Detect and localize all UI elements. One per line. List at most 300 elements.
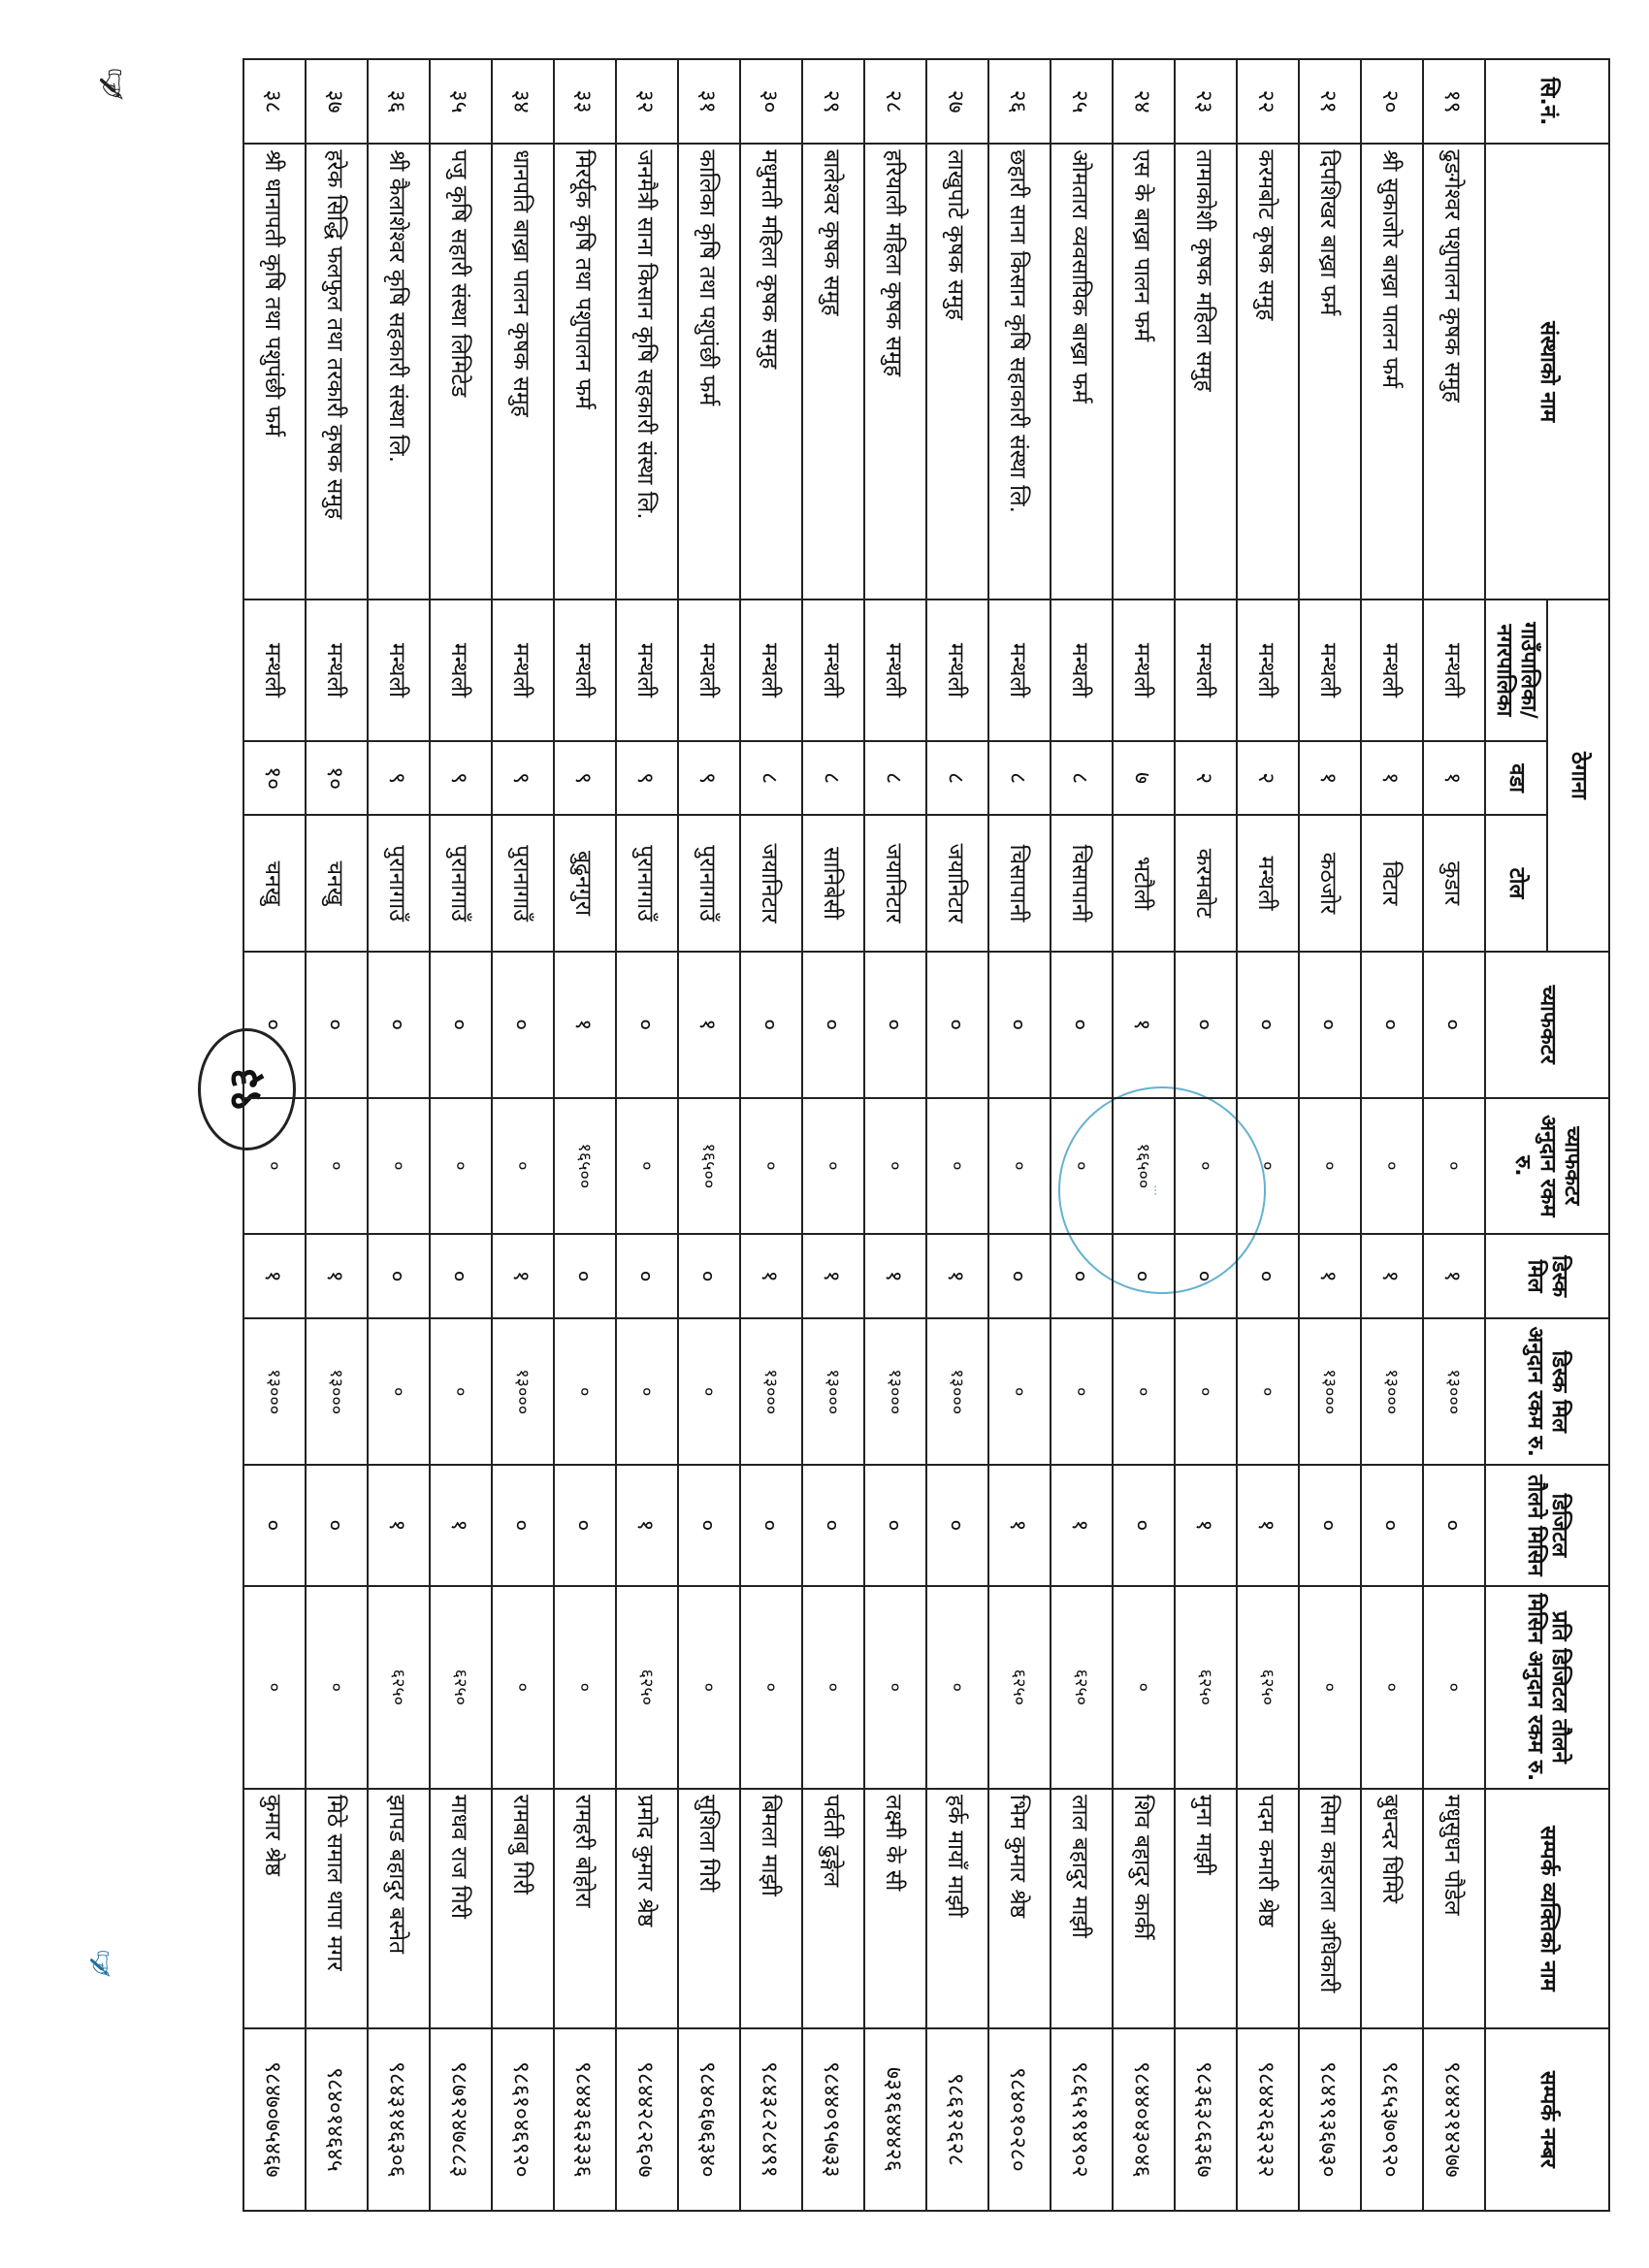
header-tole: टोल (1485, 815, 1547, 951)
table-row (1423, 59, 1485, 2211)
header-ward: वडा (1485, 741, 1547, 816)
cell-chaffcutter: ० (616, 952, 678, 1098)
cell-org-name: छहारी साना किसान कृषि सहाकारी संस्था लि. (988, 144, 1051, 599)
table-body (243, 59, 1485, 2211)
cell-disc-mill: ० (988, 1234, 1051, 1318)
cell-digital-scale: १ (1237, 1465, 1299, 1585)
cell-disc-mill-grant: १३००० (243, 1318, 306, 1465)
cell-disc-mill-grant: ० (1113, 1318, 1175, 1465)
cell-disc-mill-grant: १३००० (926, 1318, 988, 1465)
cell-digital-scale-grant: ० (492, 1586, 554, 1789)
cell-sn: २२ (1237, 59, 1299, 144)
cell-contact-person: लक्ष्मी के सी (864, 1789, 926, 2028)
cell-org-name: कालिका कृषि तथा पशुपंछी फर्म (678, 144, 740, 599)
cell-sn: ३५ (430, 59, 492, 144)
cell-chaffcutter-grant: ० (243, 1098, 306, 1234)
cell-contact-number: ९८६५१९४९०२ (1051, 2028, 1113, 2211)
table-row (1175, 59, 1237, 2211)
signature-left-icon: ✍ (91, 68, 136, 101)
cell-chaffcutter: १ (1113, 952, 1175, 1098)
header-municipality: गाउँपालिका/नगरपालिका (1485, 599, 1547, 741)
cell-disc-mill: ० (616, 1234, 678, 1318)
table-row (740, 59, 802, 2211)
cell-contact-person: प्रमोद कुमार श्रेष्ठ (616, 1789, 678, 2028)
cell-sn: २३ (1175, 59, 1237, 144)
cell-chaffcutter: ० (492, 952, 554, 1098)
cell-contact-number: ९८४१९३६७३० (1299, 2028, 1361, 2211)
cell-disc-mill-grant: १३००० (864, 1318, 926, 1465)
table-row (1113, 59, 1175, 2211)
cell-tole: सानिबेसी (802, 815, 864, 951)
cell-digital-scale-grant: ० (1423, 1586, 1485, 1789)
cell-sn: २६ (988, 59, 1051, 144)
cell-chaffcutter-grant: ० (802, 1098, 864, 1234)
cell-contact-number: ९८४४२६३२३२ (1237, 2028, 1299, 2211)
table-header (1485, 59, 1609, 2211)
cell-disc-mill-grant: १३००० (1423, 1318, 1485, 1465)
cell-sn: ३० (740, 59, 802, 144)
cell-disc-mill-grant: ० (1237, 1318, 1299, 1465)
cell-contact-number: ९८४३१४६३०६ (368, 2028, 430, 2211)
header-address: ठेगाना (1547, 599, 1609, 952)
table-row (243, 59, 306, 2211)
cell-digital-scale: ० (1113, 1465, 1175, 1585)
cell-ward: ८ (988, 741, 1051, 816)
cell-disc-mill: १ (864, 1234, 926, 1318)
cell-chaffcutter: ० (1237, 952, 1299, 1098)
cell-digital-scale-grant: ० (1361, 1586, 1423, 1789)
cell-digital-scale-grant: ६२५० (1175, 1586, 1237, 1789)
cell-tole: चिसापानी (988, 815, 1051, 951)
cell-sn: ३७ (306, 59, 368, 144)
cell-ward: ९ (678, 741, 740, 816)
cell-chaffcutter: ० (1361, 952, 1423, 1098)
cell-tole: भटौली (1113, 815, 1175, 951)
cell-municipality: मन्थली (988, 599, 1051, 741)
cell-ward: ८ (802, 741, 864, 816)
cell-org-name: हरियाली महिला कृषक समुह (864, 144, 926, 599)
cell-tole: चनखु (306, 815, 368, 951)
cell-disc-mill: १ (306, 1234, 368, 1318)
cell-municipality: मन्थली (1051, 599, 1113, 741)
cell-disc-mill: १ (802, 1234, 864, 1318)
cell-municipality: मन्थली (1361, 599, 1423, 741)
cell-ward: ९ (430, 741, 492, 816)
cell-ward: ८ (926, 741, 988, 816)
cell-org-name: एस के बाख्रा पालन फर्म (1113, 144, 1175, 599)
cell-municipality: मन्थली (1237, 599, 1299, 741)
cell-disc-mill: ० (1175, 1234, 1237, 1318)
cell-disc-mill: ० (554, 1234, 616, 1318)
cell-org-name: मधुमती महिला कृषक समुह (740, 144, 802, 599)
cell-disc-mill-grant: १३००० (1361, 1318, 1423, 1465)
cell-sn: १९ (1423, 59, 1485, 144)
cell-sn: २५ (1051, 59, 1113, 144)
table-row (988, 59, 1051, 2211)
cell-chaffcutter-grant: १६५०० (1113, 1098, 1175, 1234)
cell-sn: २७ (926, 59, 988, 144)
cell-chaffcutter-grant: ० (1175, 1098, 1237, 1234)
cell-municipality: मन्थली (430, 599, 492, 741)
cell-municipality: मन्थली (616, 599, 678, 741)
cell-chaffcutter-grant: ० (1051, 1098, 1113, 1234)
cell-digital-scale: ० (740, 1465, 802, 1585)
table-row (1361, 59, 1423, 2211)
cell-tole: विटार (1361, 815, 1423, 951)
cell-org-name: हरेक सिद्धि फलफुल तथा तरकारी कृषक समुह (306, 144, 368, 599)
cell-chaffcutter-grant: १६५०० (554, 1098, 616, 1234)
cell-digital-scale: १ (368, 1465, 430, 1585)
cell-sn: २४ (1113, 59, 1175, 144)
cell-disc-mill: १ (1423, 1234, 1485, 1318)
cell-municipality: मन्थली (554, 599, 616, 741)
cell-contact-person: झापड बहादुर बस्नेत (368, 1789, 430, 2028)
cell-chaffcutter-grant: ० (306, 1098, 368, 1234)
header-disc-mill-grant: डिस्क मिल अनुदान रकम रु. (1485, 1318, 1609, 1465)
cell-digital-scale: ० (1423, 1465, 1485, 1585)
table-row (926, 59, 988, 2211)
cell-ward: ९ (554, 741, 616, 816)
cell-sn: २८ (864, 59, 926, 144)
cell-digital-scale: ० (926, 1465, 988, 1585)
cell-digital-scale-grant: ० (678, 1586, 740, 1789)
cell-contact-number: ९८४०१०२८० (988, 2028, 1051, 2211)
cell-chaffcutter-grant: ० (368, 1098, 430, 1234)
cell-digital-scale: ० (1299, 1465, 1361, 1585)
cell-sn: २९ (802, 59, 864, 144)
cell-chaffcutter-grant: ० (988, 1098, 1051, 1234)
cell-contact-number: ९८४०१४६४५ (306, 2028, 368, 2211)
cell-chaffcutter-grant: ० (926, 1098, 988, 1234)
cell-org-name: धानपति बाख्रा पालन कृषक समुह (492, 144, 554, 599)
cell-chaffcutter: ० (926, 952, 988, 1098)
cell-digital-scale-grant: ६२५० (1051, 1586, 1113, 1789)
cell-contact-person: लाल बहादुर माझी (1051, 1789, 1113, 2028)
cell-contact-person: मिठे समाल थापा मगर (306, 1789, 368, 2028)
cell-digital-scale-grant: ० (864, 1586, 926, 1789)
cell-contact-person: पदम कमारी श्रेष्ठ (1237, 1789, 1299, 2028)
cell-chaffcutter-grant: ० (740, 1098, 802, 1234)
table-row (492, 59, 554, 2211)
cell-contact-person: भिम कुमार श्रेष्ठ (988, 1789, 1051, 2028)
cell-chaffcutter-grant: ० (492, 1098, 554, 1234)
cell-digital-scale: ० (864, 1465, 926, 1585)
cell-disc-mill-grant: ० (988, 1318, 1051, 1465)
cell-disc-mill: १ (1361, 1234, 1423, 1318)
cell-tole: पुरानागाउँ (430, 815, 492, 951)
cell-contact-number: ७३१६४४४२६ (864, 2028, 926, 2211)
cell-contact-person: माधव राज गिरी (430, 1789, 492, 2028)
cell-ward: ८ (740, 741, 802, 816)
cell-digital-scale: १ (430, 1465, 492, 1585)
cell-contact-person: शिव बहादुर कार्की (1113, 1789, 1175, 2028)
cell-ward: १ (1361, 741, 1423, 816)
cell-ward: २ (1237, 741, 1299, 816)
cell-disc-mill: ० (368, 1234, 430, 1318)
cell-org-name: लाखुपाटे कृषक समुह (926, 144, 988, 599)
cell-contact-person: सिमा काइराला अधिकारी (1299, 1789, 1361, 2028)
cell-disc-mill-grant: ० (678, 1318, 740, 1465)
cell-digital-scale: ० (1361, 1465, 1423, 1585)
cell-municipality: मन्थली (368, 599, 430, 741)
cell-municipality: मन्थली (926, 599, 988, 741)
cell-tole: पुरानागाउँ (616, 815, 678, 951)
cell-org-name: ओमतारा व्यवसायिक बाख्रा फर्म (1051, 144, 1113, 599)
cell-contact-person: मधुसुधन पौडेल (1423, 1789, 1485, 2028)
cell-digital-scale-grant: ० (740, 1586, 802, 1789)
cell-chaffcutter: १ (554, 952, 616, 1098)
cell-ward: १० (243, 741, 306, 816)
cell-disc-mill-grant: १३००० (802, 1318, 864, 1465)
cell-contact-person: रामबाबु गिरी (492, 1789, 554, 2028)
cell-disc-mill-grant: ० (554, 1318, 616, 1465)
cell-municipality: मन्थली (243, 599, 306, 741)
cell-digital-scale: ० (554, 1465, 616, 1585)
cell-sn: ३६ (368, 59, 430, 144)
cell-digital-scale-grant: ६२५० (368, 1586, 430, 1789)
header-contact-number: सम्पर्क नम्बर (1485, 2028, 1609, 2211)
cell-chaffcutter-grant: ० (616, 1098, 678, 1234)
table-row (554, 59, 616, 2211)
cell-ward: १० (306, 741, 368, 816)
cell-disc-mill-grant: १३००० (492, 1318, 554, 1465)
cell-contact-number: ९८४०६७६३४० (678, 2028, 740, 2211)
cell-digital-scale: ० (306, 1465, 368, 1585)
cell-disc-mill: ० (1051, 1234, 1113, 1318)
cell-digital-scale-grant: ६२५० (616, 1586, 678, 1789)
signature-right-icon: ✍ (82, 1950, 121, 1978)
grant-table (242, 58, 1610, 2212)
cell-municipality: मन्थली (740, 599, 802, 741)
header-chaffcutter-grant: च्याफकटर अनुदान रकम रु. (1485, 1098, 1609, 1234)
cell-disc-mill-grant: ० (368, 1318, 430, 1465)
cell-disc-mill-grant: १३००० (740, 1318, 802, 1465)
cell-contact-number: ९८७१२४७८८३ (430, 2028, 492, 2211)
header-digital-scale-grant: प्रति डिजिटल तौलने मिसिन अनुदान रकम रु. (1485, 1586, 1609, 1789)
table-row (864, 59, 926, 2211)
cell-municipality: मन्थली (678, 599, 740, 741)
cell-contact-number: ९८४३८२८४९१ (740, 2028, 802, 2211)
cell-digital-scale-grant: ० (1299, 1586, 1361, 1789)
cell-sn: ३१ (678, 59, 740, 144)
cell-chaffcutter: ० (1299, 952, 1361, 1098)
cell-contact-person: पर्वती ढुङ्गेल (802, 1789, 864, 2028)
cell-tole: करमबोट (1175, 815, 1237, 951)
cell-chaffcutter: ० (1051, 952, 1113, 1098)
cell-digital-scale-grant: ० (926, 1586, 988, 1789)
cell-contact-person: मुना माझी (1175, 1789, 1237, 2028)
header-chaffcutter: च्याफकटर (1485, 952, 1609, 1098)
table-row (306, 59, 368, 2211)
cell-sn: ३८ (243, 59, 306, 144)
cell-org-name: श्री कैलाशेश्वर कृषि सहकारी संस्था लि. (368, 144, 430, 599)
cell-tole: बुढुनगुरा (554, 815, 616, 951)
cell-digital-scale: ० (802, 1465, 864, 1585)
header-digital-scale: डिजिटल तौलने मिसिन (1485, 1465, 1609, 1585)
cell-digital-scale-grant: ० (554, 1586, 616, 1789)
cell-digital-scale-grant: ० (243, 1586, 306, 1789)
cell-contact-person: सुशिला गिरी (678, 1789, 740, 2028)
cell-chaffcutter: ० (368, 952, 430, 1098)
cell-tole: चनखु (243, 815, 306, 951)
cell-tole: जयानिटार (926, 815, 988, 951)
cell-municipality: मन्थली (492, 599, 554, 741)
cell-ward: २ (1175, 741, 1237, 816)
cell-digital-scale-grant: ० (1113, 1586, 1175, 1789)
cell-ward: ९ (492, 741, 554, 816)
cell-digital-scale-grant: ६२५० (988, 1586, 1051, 1789)
cell-chaffcutter-grant: ० (1299, 1098, 1361, 1234)
cell-digital-scale: १ (1175, 1465, 1237, 1585)
cell-org-name: श्री सुकाजोर बाख्रा पालन फर्म (1361, 144, 1423, 599)
cell-contact-number: ९८६१२६२८ (926, 2028, 988, 2211)
cell-digital-scale: ० (678, 1465, 740, 1585)
cell-municipality: मन्थली (306, 599, 368, 741)
cell-org-name: करमबोट कृषक समुह (1237, 144, 1299, 599)
cell-digital-scale: १ (1051, 1465, 1113, 1585)
table-row (368, 59, 430, 2211)
table-row (802, 59, 864, 2211)
cell-disc-mill-grant: १३००० (1299, 1318, 1361, 1465)
cell-org-name: श्री धानापती कृषि तथा पशुपंछी फर्म (243, 144, 306, 599)
cell-disc-mill: १ (1299, 1234, 1361, 1318)
table-row (1299, 59, 1361, 2211)
cell-chaffcutter: ० (864, 952, 926, 1098)
cell-chaffcutter: ० (802, 952, 864, 1098)
cell-chaffcutter-grant: १६५०० (678, 1098, 740, 1234)
cell-chaffcutter-grant: ० (864, 1098, 926, 1234)
cell-ward: १ (1423, 741, 1485, 816)
cell-disc-mill-grant: ० (430, 1318, 492, 1465)
cell-ward: १ (1299, 741, 1361, 816)
cell-municipality: मन्थली (1175, 599, 1237, 741)
cell-disc-mill-grant: ० (1175, 1318, 1237, 1465)
cell-chaffcutter-grant: ० (1423, 1098, 1485, 1234)
cell-org-name: तामाकोशी कृषक महिला समुह (1175, 144, 1237, 599)
cell-municipality: मन्थली (1423, 599, 1485, 741)
cell-chaffcutter-grant: ० (430, 1098, 492, 1234)
cell-chaffcutter: ० (430, 952, 492, 1098)
cell-tole: पुरानागाउँ (368, 815, 430, 951)
cell-chaffcutter: १ (678, 952, 740, 1098)
cell-tole: पुरानागाउँ (492, 815, 554, 951)
cell-disc-mill: १ (492, 1234, 554, 1318)
cell-contact-number: ९८३६३८६३६७ (1175, 2028, 1237, 2211)
cell-tole: पुरानागाउँ (678, 815, 740, 951)
cell-sn: २१ (1299, 59, 1361, 144)
cell-contact-number: ९८४४२८२६०७ (616, 2028, 678, 2211)
cell-ward: ९ (616, 741, 678, 816)
cell-contact-person: रामहरी बोहोरा (554, 1789, 616, 2028)
page-number-stamp: ९३ (198, 1028, 296, 1150)
cell-chaffcutter: ० (740, 952, 802, 1098)
cell-contact-number: ९८४४३६३३३६ (554, 2028, 616, 2211)
cell-org-name: पजु कृषि सहारी संस्था लिमिटेड (430, 144, 492, 599)
office-stamp: ... (1058, 1086, 1266, 1294)
table-row (430, 59, 492, 2211)
cell-disc-mill: १ (740, 1234, 802, 1318)
header-disc-mill: डिस्क मिल (1485, 1234, 1609, 1318)
cell-tole: कठजोर (1299, 815, 1361, 951)
table-row (1051, 59, 1113, 2211)
cell-tole: चिसापानी (1051, 815, 1113, 951)
cell-org-name: दिपशिखर बाख्रा फर्म (1299, 144, 1361, 599)
cell-org-name: बालेश्वर कृषक समुह (802, 144, 864, 599)
cell-municipality: मन्थली (864, 599, 926, 741)
cell-disc-mill-grant: ० (616, 1318, 678, 1465)
cell-disc-mill: ० (430, 1234, 492, 1318)
cell-ward: ८ (1051, 741, 1113, 816)
cell-tole: कुडार (1423, 815, 1485, 951)
cell-municipality: मन्थली (802, 599, 864, 741)
cell-digital-scale: १ (616, 1465, 678, 1585)
header-org-name: संस्थाको नाम (1485, 144, 1609, 599)
cell-disc-mill-grant: १३००० (306, 1318, 368, 1465)
cell-municipality: मन्थली (1113, 599, 1175, 741)
cell-ward: ९ (368, 741, 430, 816)
cell-disc-mill-grant: ० (1051, 1318, 1113, 1465)
header-contact-person: सम्पर्क व्यक्तिको नाम (1485, 1789, 1609, 2028)
cell-org-name: ढुङगेश्वर पशुपालन कृषक समुह (1423, 144, 1485, 599)
cell-sn: ३४ (492, 59, 554, 144)
cell-tole: मन्थली (1237, 815, 1299, 951)
cell-sn: २० (1361, 59, 1423, 144)
cell-disc-mill: ० (1113, 1234, 1175, 1318)
cell-chaffcutter-grant: ० (1361, 1098, 1423, 1234)
table-row (616, 59, 678, 2211)
table-row (1237, 59, 1299, 2211)
cell-tole: जयानिटार (864, 815, 926, 951)
cell-municipality: मन्थली (1299, 599, 1361, 741)
cell-digital-scale-grant: ६२५० (1237, 1586, 1299, 1789)
cell-chaffcutter-grant: ० (1237, 1098, 1299, 1234)
cell-chaffcutter: ० (306, 952, 368, 1098)
cell-disc-mill: ० (678, 1234, 740, 1318)
cell-digital-scale-grant: ० (306, 1586, 368, 1789)
cell-contact-person: हर्क मायाँ माझी (926, 1789, 988, 2028)
cell-contact-person: बुधन्दर घिमिरे (1361, 1789, 1423, 2028)
cell-digital-scale-grant: ६२५० (430, 1586, 492, 1789)
cell-tole: जयानिटार (740, 815, 802, 951)
cell-digital-scale: १ (988, 1465, 1051, 1585)
cell-digital-scale-grant: ० (802, 1586, 864, 1789)
cell-disc-mill: १ (243, 1234, 306, 1318)
cell-sn: ३२ (616, 59, 678, 144)
cell-contact-person: बिमला माझी (740, 1789, 802, 2028)
cell-ward: ७ (1113, 741, 1175, 816)
cell-contact-number: ९८६१०४६९२० (492, 2028, 554, 2211)
cell-disc-mill: १ (926, 1234, 988, 1318)
cell-org-name: जनमैत्री साना किसान कृषि सहकारी संस्था लि. (616, 144, 678, 599)
cell-chaffcutter: ० (1423, 952, 1485, 1098)
cell-contact-number: ९८६५३७०९२० (1361, 2028, 1423, 2211)
cell-contact-number: ९८४७०७५४६७ (243, 2028, 306, 2211)
table-row (678, 59, 740, 2211)
cell-disc-mill: ० (1237, 1234, 1299, 1318)
cell-org-name: मिरर्यूक कृषि तथा पशुपालन फर्म (554, 144, 616, 599)
cell-chaffcutter: ० (988, 952, 1051, 1098)
cell-contact-number: ९८४४०४३०४६ (1113, 2028, 1175, 2211)
cell-chaffcutter: ० (1175, 952, 1237, 1098)
header-sn: सि.नं. (1485, 59, 1609, 144)
cell-ward: ८ (864, 741, 926, 816)
cell-digital-scale: ० (492, 1465, 554, 1585)
cell-chaffcutter: ० (243, 952, 306, 1098)
cell-contact-person: कुमार श्रेष्ठ (243, 1789, 306, 2028)
cell-contact-number: ९८४४०९५७३३ (802, 2028, 864, 2211)
cell-contact-number: ९८४४२१४२७७ (1423, 2028, 1485, 2211)
cell-sn: ३३ (554, 59, 616, 144)
